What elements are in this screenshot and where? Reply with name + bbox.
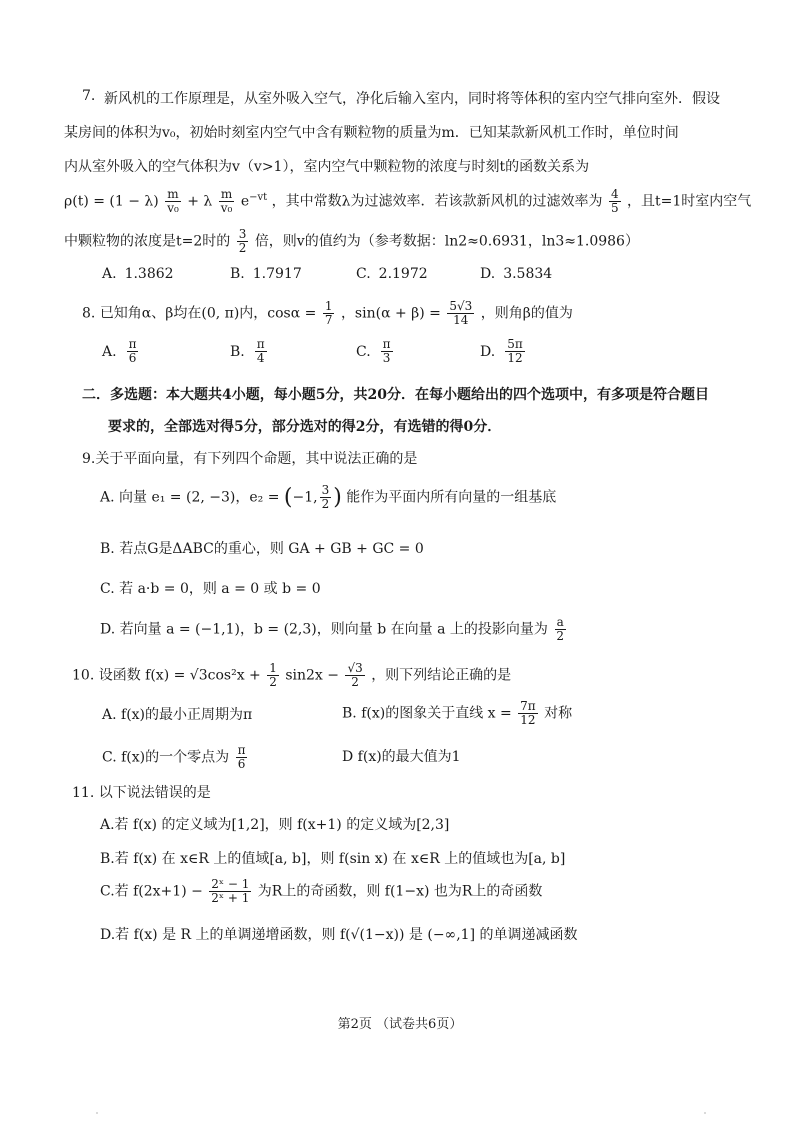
question-text-line: 中颗粒物的浓度是t=2时的 $\frac{3}{2}$ 倍，则v的值约为（参考数据：ln2≈0.6931，ln3≈1.0986） bbox=[64, 227, 639, 255]
page-footer: 第2页 （试卷共6页） bbox=[337, 1017, 463, 1032]
option-d: D. 若向量 a = (−1,1)，b = (2,3)，则向量 b 在向量 a 上的投影向量为 $\frac{a}{2}$ bbox=[100, 615, 564, 643]
option-c: C.若 f(2x+1) − $\frac{\text{2ˣ − 1}}{\text{2ˣ + 1}}$ 为R上的奇函数，则 f(1−x) 也为R上的奇函数 bbox=[100, 877, 543, 905]
question-text-line: 新风机的工作原理是，从室外吸入空气，净化后输入室内，同时将等体积的室内空气排向室外．假设 bbox=[104, 91, 720, 107]
question-text: ，且t=1时室内空气 bbox=[627, 193, 752, 210]
option-c: C. 2.1972 bbox=[356, 266, 428, 282]
option-a: A. 1.3862 bbox=[102, 266, 174, 282]
option-b: B. 1.7917 bbox=[230, 266, 302, 282]
question-text-line: 某房间的体积为v₀，初始时刻室内空气中含有颗粒物的质量为m．已知某款新风机工作时，单位时间 bbox=[64, 125, 679, 141]
question-text: ，其中常数λ为过滤效率．若该款新风机的过滤效率为 bbox=[271, 193, 603, 210]
option-d: D. 3.5834 bbox=[480, 266, 553, 282]
fraction: $\frac{3}{2}$ bbox=[238, 227, 247, 255]
scan-speck bbox=[704, 1112, 706, 1114]
section-heading-line: 二．多选题：本大题共4小题，每小题5分，共20分．在每小题给出的四个选项中，有多项是符合题目 bbox=[82, 387, 709, 403]
exponent: −vt bbox=[249, 191, 268, 203]
option-a: A. f(x)的最小正周期为π bbox=[102, 707, 253, 723]
option-a: A. 向量 e₁ = (2, −3)，e₂ = (−1, $\frac{3}{2}$ ) 能作为平面内所有向量的一组基底 bbox=[100, 483, 557, 511]
question-stem: 11. 以下说法错误的是 bbox=[72, 785, 211, 801]
option-d: D. $\frac{5\pi}{12}$ bbox=[480, 337, 523, 365]
option-d: D.若 f(x) 是 R 上的单调递增函数，则 f(√(1−x)) 是 (−∞,1] 的单调递减函数 bbox=[100, 927, 578, 943]
formula-part: e bbox=[240, 193, 250, 210]
question-number: 9. bbox=[82, 451, 96, 467]
section-heading-line: 要求的，全部选对得5分，部分选对的得2分，有选错的得0分． bbox=[108, 419, 502, 435]
fraction: $\frac{m}{\text{v₀}}$ bbox=[220, 187, 233, 215]
question-text-line: 内从室外吸入的空气体积为v（v>1），室内空气中颗粒物的浓度与时刻t的函数关系为 bbox=[64, 159, 590, 175]
formula-part: ρ(t) = (1 − λ) bbox=[64, 193, 159, 210]
option-d: D f(x)的最大值为1 bbox=[342, 749, 461, 765]
option-c: C. $\frac{\pi}{3}$ bbox=[356, 337, 391, 365]
fraction: $\frac{m}{\text{v₀}}$ bbox=[167, 187, 179, 215]
fraction: $\frac{5√3}{14}$ bbox=[449, 299, 473, 327]
option-c: C. f(x)的一个零点为 $\frac{\pi}{6}$ bbox=[102, 743, 246, 771]
option-a: A. $\frac{\pi}{6}$ bbox=[102, 337, 137, 365]
question-stem: 9.关于平面向量，有下列四个命题，其中说法正确的是 bbox=[82, 451, 418, 467]
option-b: B. 若点G是ΔABC的重心，则 GA + GB + GC = 0 bbox=[100, 541, 424, 557]
option-b: B.若 f(x) 在 x∈R 上的值域[a, b]，则 f(sin x) 在 x∈R 上的值域也为[a, b] bbox=[100, 851, 566, 867]
question-stem: 10. 设函数 f(x) = √3cos²x + $\frac{1}{2}$ sin2x − $\frac{√3}{2}$ ，则下列结论正确的是 bbox=[72, 661, 512, 689]
question-number: 7. bbox=[82, 88, 96, 104]
question-number: 8. bbox=[82, 305, 96, 322]
option-a: A.若 f(x) 的定义域为[1,2]，则 f(x+1) 的定义域为[2,3] bbox=[100, 817, 450, 833]
question-number: 10. bbox=[72, 667, 95, 684]
option-b: B. f(x)的图象关于直线 x = $\frac{7\pi}{12}$ 对称 bbox=[342, 699, 573, 727]
fraction: $\frac{1}{7}$ bbox=[324, 299, 333, 327]
option-c: C. 若 a·b = 0，则 a = 0 或 b = 0 bbox=[100, 581, 321, 597]
question-text-line: 8. 已知角α、β均在(0, π)内，cosα = $\frac{1}{7}$ ，sin(α + β) = $\frac{5√3}{14}$ ，则角β的值为 bbox=[82, 299, 573, 327]
option-b: B. $\frac{\pi}{4}$ bbox=[230, 337, 265, 365]
formula-part: + λ bbox=[187, 193, 213, 210]
fraction: $\frac{4}{5}$ bbox=[610, 187, 619, 215]
density-formula-line bbox=[64, 188, 751, 215]
scan-speck bbox=[96, 1112, 98, 1114]
question-number: 11. bbox=[72, 785, 95, 801]
